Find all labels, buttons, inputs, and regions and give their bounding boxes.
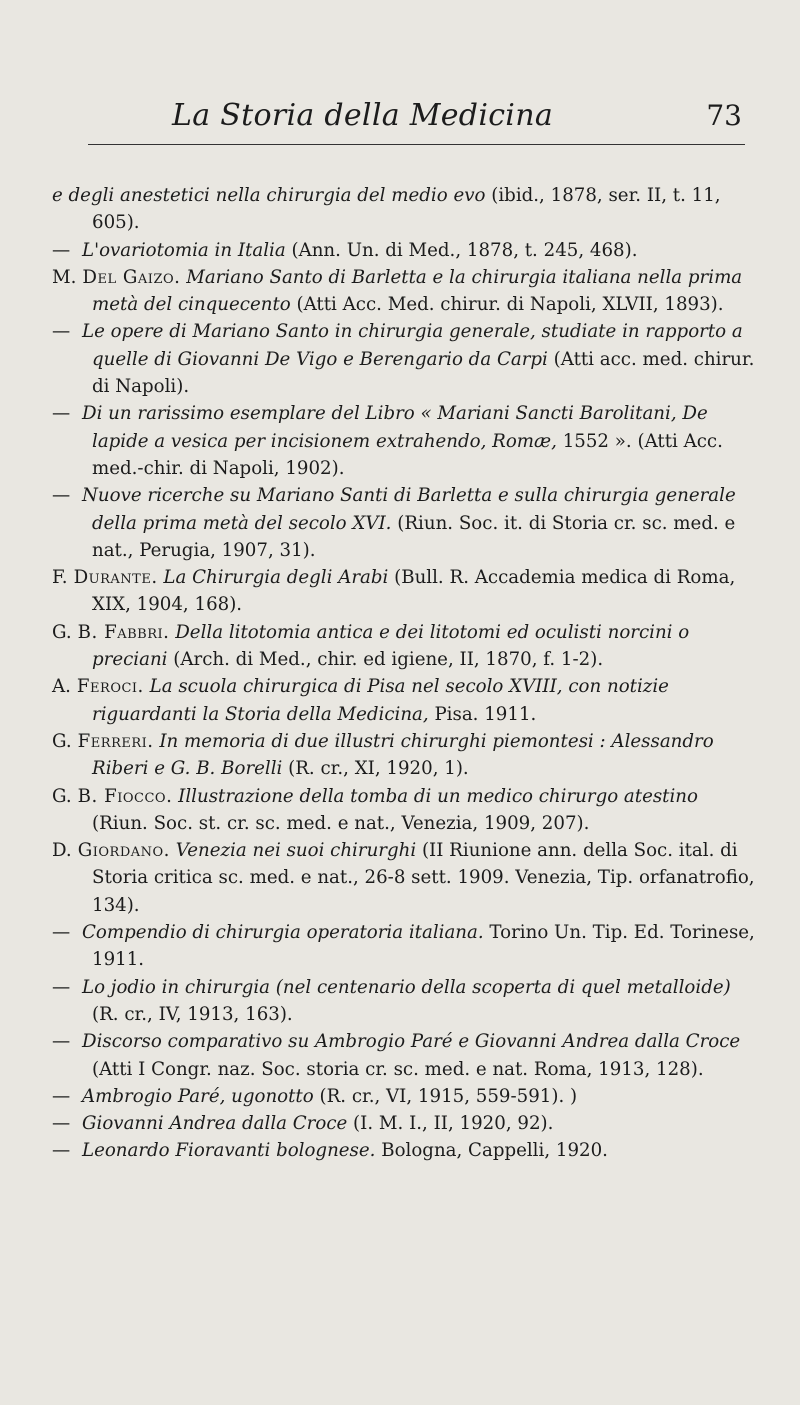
entry-author: Ferreri. [77,730,154,752]
page-number: 73 [706,99,742,132]
entry-author: Del Gaizo. [82,266,181,288]
entry-author: Giordano. [77,840,170,862]
bibliography-entry [52,564,757,619]
bibliography-entry [52,619,757,674]
entry-title: Ambrogio Paré, ugonotto [82,1085,314,1107]
header-rule [88,144,745,145]
entry-details: (Atti Acc. Med. chirur. di Napoli, XLVII, 1893). [290,294,724,316]
entry-details: (Ann. Un. di Med., 1878, t. 245, 468). [285,239,638,261]
entry-title: Illustrazione della tomba di un medico chirurgo atestino [178,785,698,807]
entry-title: Di un rarissimo esemplare del Libro « Mariani Sancti Barolitani, De lapide a vesica per incisionem extrahendo, Romæ, [82,403,708,452]
entry-lead: A. [52,676,71,698]
entry-details: (Arch. di Med., chir. ed igiene, II, 1870, f. 1-2). [167,649,604,671]
bibliography-entry [52,318,757,400]
entry-details: (R. cr., XI, 1920, 1). [282,758,469,780]
entry-title: e degli anestetici nella chirurgia del medio evo [52,185,486,206]
entry-title: L'ovariotomia in Italia [82,239,286,261]
bibliography-entry [52,974,757,1029]
entry-author: B. Fabbri. [77,621,170,643]
entry-lead: — [52,403,71,425]
entry-title: Leonardo Fioravanti bolognese. [82,1140,376,1162]
entry-details: (I. M. I., II, 1920, 92). [347,1113,554,1135]
entry-title: Nuove ricerche su Mariano Santi di Barletta e sulla chirurgia generale della prima metà del secolo XVI. [82,485,736,534]
entry-lead: F. [52,567,68,589]
bibliography-entry [52,837,757,919]
bibliography-entry [52,237,757,264]
bibliography-entry [52,1137,757,1164]
entry-lead: G. [52,730,72,752]
bibliography-entry [52,783,757,838]
bibliography-entry [52,264,757,319]
bibliography-entry [52,1110,757,1137]
entry-title: Mariano Santo di Barletta e la chirurgia italiana nella prima metà del cinquecento [92,266,743,316]
entry-title: Venezia nei suoi chirurghi [175,840,417,862]
entry-lead: — [52,1113,71,1135]
entry-title: Giovanni Andrea dalla Croce [82,1113,348,1135]
entry-details: (Riun. Soc. it. di Storia cr. sc. med. e nat., Perugia, 1907, 31). [92,512,736,561]
entry-details: Bologna, Cappelli, 1920. [375,1140,608,1162]
bibliography-entry [52,673,757,728]
entry-details: Pisa. 1911. [428,703,537,725]
entry-details: (Bull. R. Accademia medica di Roma, XIX, 1904, 168). [92,567,736,616]
entry-lead: — [52,1140,71,1162]
bibliography-entry [52,400,757,482]
entry-details: (R. cr., VI, 1915, 559-591). ) [313,1085,578,1107]
entry-title: In memoria di due illustri chirurghi piemontesi : Alessandro Riberi e G. B. Borelli [92,730,714,780]
page-header [0,98,800,138]
entry-details: (R. cr., IV, 1913, 163). [92,1003,293,1025]
entry-lead: — [52,922,71,944]
entry-lead: — [52,976,71,998]
entry-lead: — [52,239,71,261]
entry-details: (Atti acc. med. chirur. di Napoli). [92,348,755,398]
bibliography-entry [52,1028,757,1083]
entry-lead: — [52,1085,71,1107]
entry-details: 1552 ». (Atti Acc. med.-chir. di Napoli, 1902). [92,430,723,479]
entry-title: Lo jodio in chirurgia (nel centenario della scoperta di quel metalloide) [82,976,731,998]
bibliography-entry [52,482,757,564]
entry-lead: M. [52,266,77,288]
entry-title: Della litotomia antica e dei litotomi ed oculisti norcini o preciani [92,621,690,671]
entry-lead: G. [52,785,72,807]
entry-author: Durante. [73,567,158,589]
entry-lead: G. [52,621,72,643]
entry-title: La scuola chirurgica di Pisa nel secolo XVIII, con notizie riguardanti la Storia della Medicina, [92,676,669,725]
entry-lead: — [52,1031,71,1053]
entry-title: La Chirurgia degli Arabi [163,567,389,589]
entry-details: Torino Un. Tip. Ed. Torinese, 1911. [92,922,755,971]
entry-title: Le opere di Mariano Santo in chirurgia generale, studiate in rapporto a quelle di Giovanni De Vigo e Berengario da Carpi [82,321,743,370]
entry-details: (Riun. Soc. st. cr. sc. med. e nat., Venezia, 1909, 207). [92,812,590,834]
bibliography-entry [52,182,757,237]
bibliography-entry [52,1083,757,1110]
entry-author: B. Fiocco. [77,785,173,807]
entry-details: (Atti I Congr. naz. Soc. storia cr. sc. med. e nat. Roma, 1913, 128). [92,1058,704,1080]
entry-lead: D. [52,840,72,862]
bibliography-entry [52,919,757,974]
entry-title: Discorso comparativo su Ambrogio Paré e Giovanni Andrea dalla Croce [82,1031,741,1053]
entry-lead: — [52,485,71,507]
running-title: La Storia della Medicina [172,98,554,133]
bibliography-list [52,182,757,1165]
entry-details: (ibid., 1878, ser. II, t. 11, 605). [92,185,721,234]
entry-lead: — [52,321,71,343]
bibliography-entry [52,728,757,783]
entry-author: Feroci. [76,676,144,698]
entry-details: (II Riunione ann. della Soc. ital. di Storia critica sc. med. e nat., 26-8 sett. 1909. Venezia, Tip. orfanatrofio, 134). [92,840,755,916]
entry-title: Compendio di chirurgia operatoria italiana. [82,922,484,944]
